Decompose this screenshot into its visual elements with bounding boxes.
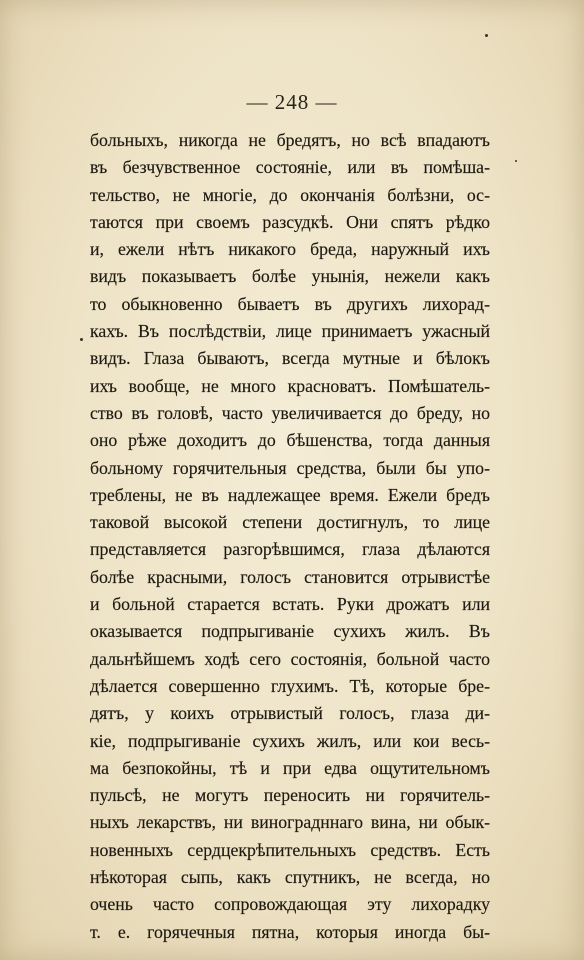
text-line: таковой высокой степени достигнулъ, то лице (90, 512, 490, 533)
text-line: то обыкновенно бываетъ въ другихъ лихорад- (90, 293, 490, 314)
text-line: ство въ головѣ, часто увеличивается до бреду, но (90, 402, 490, 423)
text-line: ма безпокойны, тѣ и при едва ощутительномъ (90, 757, 490, 778)
text-line: тельство, не многіе, до окончанія болѣзни, ос- (90, 184, 490, 205)
text-line: и, ежели нѣтъ никакого бреда, наружный ихъ (90, 239, 490, 260)
text-line: дятъ, у коихъ отрывистый голосъ, глаза ди- (90, 703, 490, 724)
text-line: кахъ. Въ послѣдствіи, лице принимаетъ ужасный (90, 321, 490, 342)
ink-speck (515, 160, 517, 162)
text-line: оказывается подпрыгиваніе сухихъ жилъ. Въ (90, 621, 490, 642)
text-line: кіе, подпрыгиваніе сухихъ жилъ, или кои весь- (90, 730, 490, 751)
text-line: ныхъ лекарствъ, ни виноградннаго вина, ни обык- (90, 812, 490, 833)
text-line: и больной старается встать. Руки дрожатъ или (90, 594, 490, 615)
text-line: видъ показываетъ болѣе унынія, нежели какъ (90, 266, 490, 287)
ink-speck (485, 34, 488, 37)
text-line: представляется разгорѣвшимся, глаза дѣлаются (90, 539, 490, 560)
text-line: въ безчувственное состояніе, или въ помѣша- (90, 157, 490, 178)
text-line: болѣе красными, голосъ становится отрывистѣе (90, 566, 490, 587)
text-line: дѣлается совершенно глухимъ. Тѣ, которые бре- (90, 675, 490, 696)
ink-speck (80, 338, 83, 341)
text-line: таются при своемъ разсудкѣ. Они спятъ рѣдко (90, 211, 490, 232)
text-line: видъ. Глаза бываютъ, всегда мутные и бѣлокъ (90, 348, 490, 369)
text-line: нѣкоторая сыпь, какъ спутникъ, не всегда, но (90, 867, 490, 888)
text-line: дальнѣйшемъ ходѣ сего состоянія, больной часто (90, 648, 490, 669)
page-number: — 248 — (246, 90, 338, 114)
text-line: т. е. горячечныя пятна, которыя иногда бы- (90, 921, 490, 942)
text-line: треблены, не въ надлежащее время. Ежели бредъ (90, 484, 490, 505)
text-line: оно рѣже доходитъ до бѣшенства, тогда данныя (90, 430, 490, 451)
text-line: ихъ вообще, не много красноватъ. Помѣшатель- (90, 375, 490, 396)
text-line: больному горячительныя средства, были бы упо- (90, 457, 490, 478)
text-line: очень часто сопровождающая эту лихорадку (90, 894, 490, 915)
text-line: пульсѣ, не могутъ переносить ни горячитель- (90, 785, 490, 806)
text-line: больныхъ, никогда не бредятъ, но всѣ впадаютъ (90, 130, 490, 150)
text-line: новенныхъ сердцекрѣпительныхъ средствъ. Есть (90, 839, 490, 860)
body-text (90, 127, 490, 946)
